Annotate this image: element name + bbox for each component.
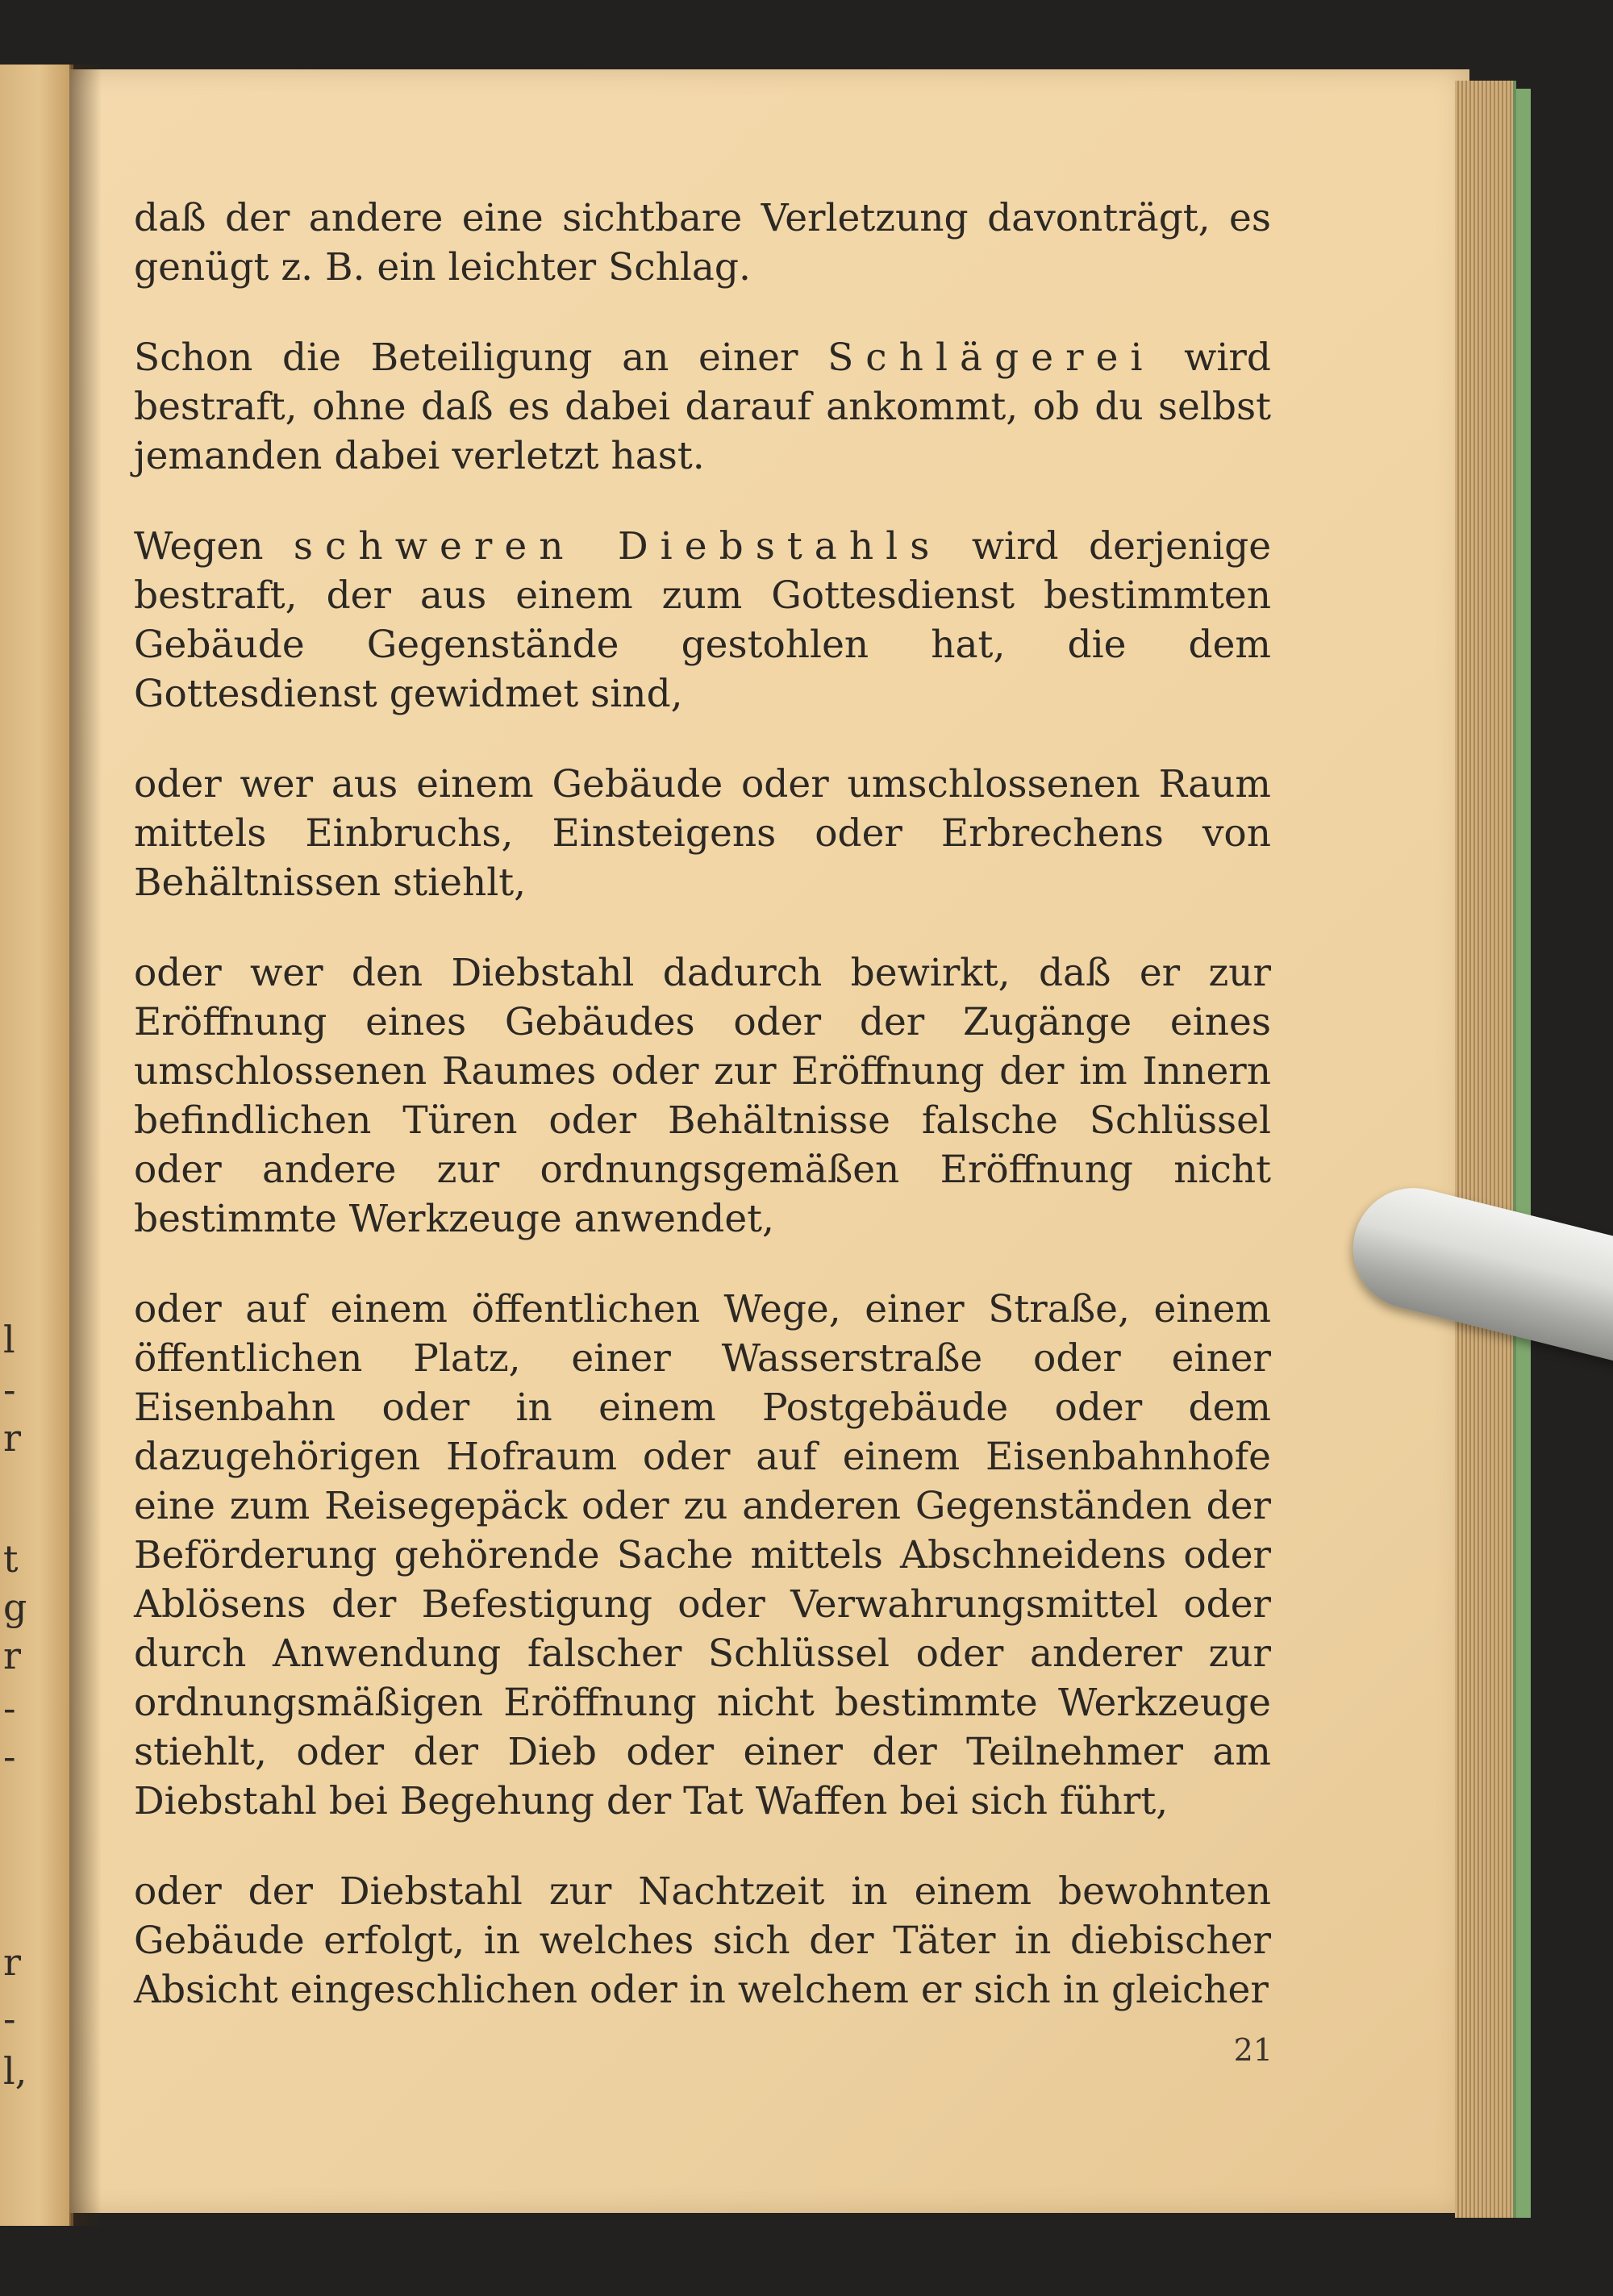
left-page-fragment: l	[3, 1318, 15, 1361]
page-edges	[1455, 81, 1516, 2218]
paragraph	[134, 1285, 1271, 1826]
paragraph-text: oder wer den Diebstahl dadurch bewirkt, daß er zur Eröffnung eines Gebäudes oder der Zugänge eines umschlossenen Raumes oder zur Eröffnung der im Innern befindlichen Türen oder Behältnisse falsche Schlüssel oder andere zur ordnungsgemäßen Eröffnung nicht bestimmte Werkzeuge anwendet,	[134, 951, 1271, 1241]
left-page-fragment: -	[3, 1735, 16, 1778]
paragraph	[134, 194, 1271, 292]
paragraph	[134, 1867, 1271, 2015]
paragraph-text: wird bestraft, ohne daß es dabei darauf ankommt, ob du selbst jemanden dabei verletzt hast.	[134, 335, 1271, 478]
page-number: 21	[1233, 2032, 1273, 2068]
paragraph-text: daß der andere eine sichtbare Verletzung davonträgt, es genügt z. B. ein leichter Schlag.	[134, 196, 1271, 290]
gutter-shadow	[69, 65, 102, 2226]
left-page-fragment: -	[3, 1368, 16, 1411]
emphasized-term: Schlägerei	[827, 335, 1155, 380]
left-page-fragment: t	[3, 1537, 19, 1581]
left-page-fragment: r	[3, 1634, 21, 1677]
left-page-fragment: r	[3, 1940, 21, 1984]
left-page-fragment: g	[3, 1586, 27, 1629]
paragraph-text: Wegen	[134, 524, 294, 569]
left-page-fragment: -	[3, 1686, 16, 1730]
left-page-fragment: r	[3, 1416, 21, 1460]
paragraph	[134, 333, 1271, 481]
paragraph	[134, 948, 1271, 1244]
paragraph-text: wird derjenige bestraft, der aus einem zum Gottesdienst bestimmten Gebäude Gegenstände gestohlen hat, die dem Gottesdienst gewidmet sind,	[134, 524, 1272, 716]
paragraph-text: oder der Diebstahl zur Nachtzeit in einem bewohnten Gebäude erfolgt, in welches sich der Täter in diebischer Absicht eingeschlichen oder in welchem er sich in gleicher	[134, 1869, 1271, 2012]
paragraph-text: oder wer aus einem Gebäude oder umschlossenen Raum mittels Einbruchs, Einsteigens oder Erbrechens von Behältnissen stiehlt,	[134, 762, 1271, 905]
paragraph-text: oder auf einem öffentlichen Wege, einer Straße, einem öffentlichen Platz, einer Wasserstraße oder einer Eisenbahn oder in einem Postgebäude oder dem dazugehörigen Hofraum oder auf einem Eisenbahnhofe eine zum Reisegepäck oder zu anderen Gegenständen der Beförderung gehörende Sache mittels Abschneidens oder Ablösens der Befestigung oder Verwahrungsmittel oder durch Anwendung falscher Schlüssel oder anderer zur ordnungsmäßigen Eröffnung nicht bestimmte Werkzeuge stiehlt, oder der Dieb oder einer der Teilnehmer am Diebstahl bei Begehung der Tat Waffen bei sich führt,	[134, 1287, 1271, 1823]
cover-edge	[1516, 89, 1531, 2218]
paragraph	[134, 760, 1271, 907]
left-page-fragment: l,	[3, 2049, 27, 2093]
left-facing-page	[0, 65, 73, 2226]
paragraph	[134, 522, 1271, 719]
left-page-fragment: -	[3, 1997, 16, 2040]
paragraph-text: Schon die Beteiligung an einer	[134, 335, 828, 380]
page-body-text	[134, 194, 1271, 2056]
emphasized-term: schweren Diebstahls	[293, 524, 942, 569]
